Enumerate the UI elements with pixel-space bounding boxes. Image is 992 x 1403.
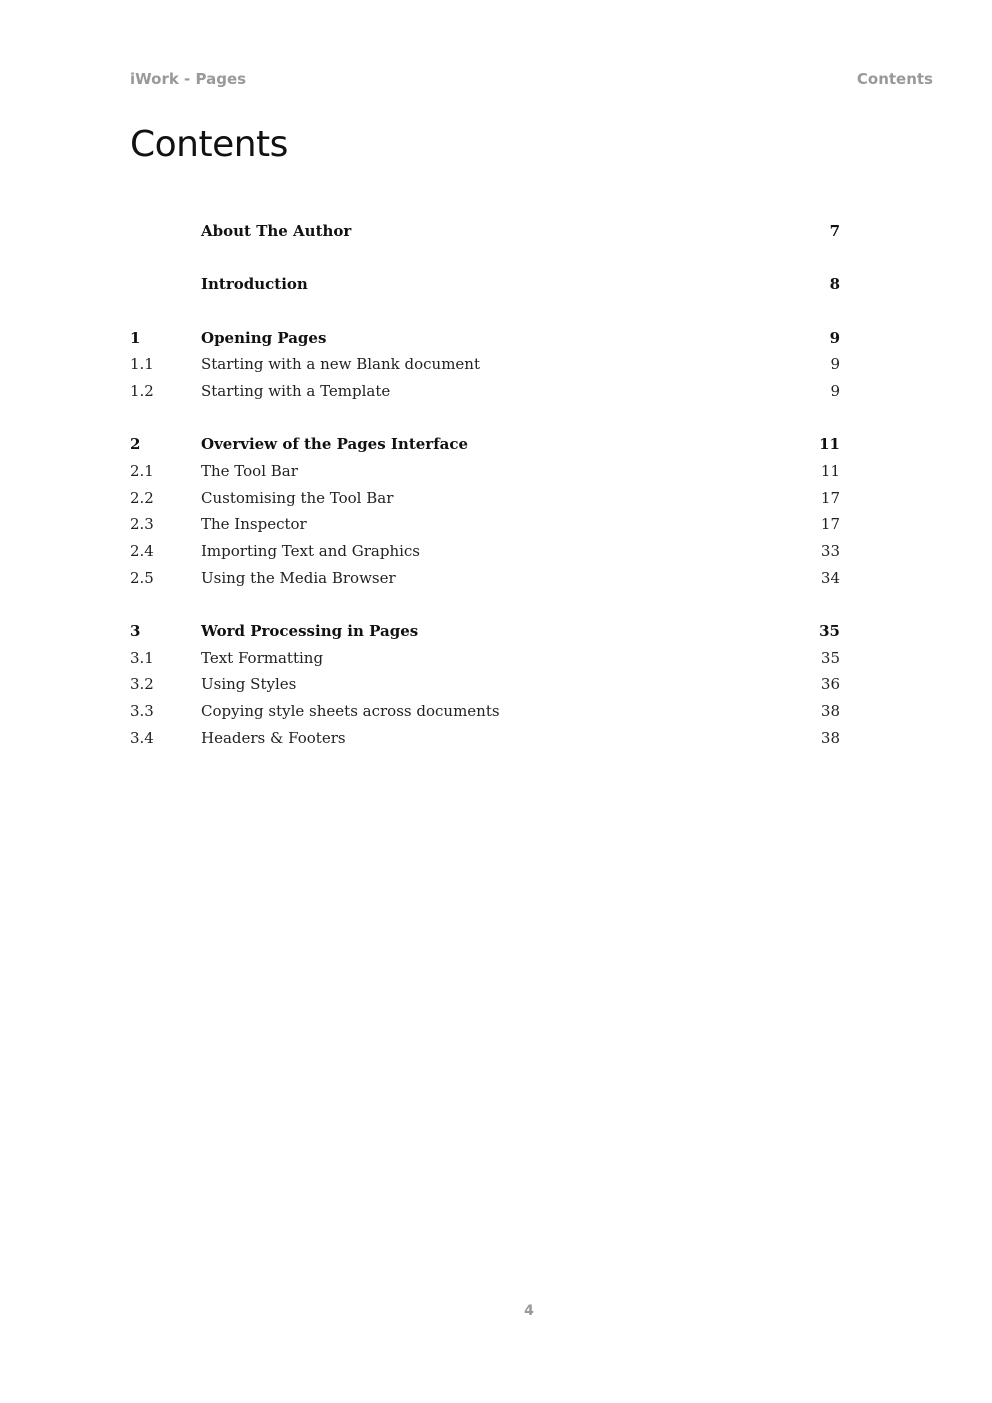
toc-chapter-row[interactable] — [130, 325, 840, 352]
running-header-right: Contents — [856, 70, 933, 88]
toc-entry-page: 34 — [820, 568, 840, 587]
toc-entry-page: 17 — [820, 515, 840, 534]
toc-entry-title: Importing Text and Graphics — [201, 541, 421, 560]
running-header-left: iWork - Pages — [130, 70, 247, 88]
toc-entry-title: Opening Pages — [201, 328, 327, 347]
page-title: Contents — [130, 124, 288, 165]
page-number: 4 — [524, 1303, 534, 1319]
toc-entry-page: 8 — [829, 275, 840, 294]
toc-entry-page: 38 — [820, 728, 840, 747]
toc-entry-title: Using the Media Browser — [201, 568, 396, 587]
toc-entry-title: Using Styles — [201, 675, 297, 694]
toc-entry-row[interactable] — [130, 458, 840, 485]
toc-entry-title: The Tool Bar — [201, 461, 298, 480]
toc-entry-row[interactable] — [130, 565, 840, 592]
toc-entry-title: Starting with a Template — [201, 381, 391, 400]
toc-entry-number: 3.3 — [130, 702, 154, 720]
toc-chapter-row[interactable] — [130, 618, 840, 645]
toc-section — [130, 431, 840, 591]
toc-chapter-row[interactable] — [130, 271, 840, 298]
toc-section — [130, 271, 840, 298]
toc-entry-title: Starting with a new Blank document — [201, 355, 480, 374]
toc-entry-row[interactable] — [130, 511, 840, 538]
toc-entry-title: Copying style sheets across documents — [201, 702, 500, 720]
toc-entry-title: Text Formatting — [201, 648, 324, 667]
toc-section-gap — [130, 591, 840, 618]
toc-entry-row[interactable] — [130, 485, 840, 512]
toc-section — [130, 325, 840, 405]
toc-entry-page: 38 — [820, 702, 840, 720]
toc-entry-number: 2.3 — [130, 515, 154, 534]
toc-entry-title: Customising the Tool Bar — [201, 488, 394, 507]
toc-entry-number: 2.1 — [130, 461, 154, 480]
toc-entry-title: Headers & Footers — [201, 728, 346, 747]
toc-entry-page: 7 — [829, 222, 840, 240]
toc-entry-number: 3.4 — [130, 728, 154, 747]
toc-entry-number: 2.2 — [130, 488, 154, 507]
toc-entry-row[interactable] — [130, 351, 840, 378]
toc-entry-title: Introduction — [201, 275, 308, 294]
toc-section — [130, 218, 840, 245]
toc-entry-page: 9 — [830, 355, 840, 374]
toc-entry-page: 9 — [829, 328, 840, 347]
toc-entry-row[interactable] — [130, 645, 840, 672]
toc-entry-title: About The Author — [201, 222, 352, 240]
toc-entry-row[interactable] — [130, 698, 840, 725]
toc-entry-number: 3.1 — [130, 648, 154, 667]
toc-chapter-row[interactable] — [130, 218, 840, 245]
toc-entry-title: The Inspector — [201, 515, 307, 534]
toc-entry-page: 11 — [819, 435, 840, 454]
toc-section — [130, 618, 840, 751]
toc-entry-row[interactable] — [130, 725, 840, 752]
toc-entry-number: 2.5 — [130, 568, 154, 587]
toc-entry-page: 11 — [820, 461, 840, 480]
toc-entry-row[interactable] — [130, 538, 840, 565]
toc-entry-page: 17 — [820, 488, 840, 507]
toc-entry-number: 1.2 — [130, 381, 154, 400]
toc-entry-row[interactable] — [130, 378, 840, 405]
toc-entry-page: 35 — [820, 648, 840, 667]
toc-entry-number: 1.1 — [130, 355, 154, 374]
table-of-contents — [130, 218, 840, 751]
toc-entry-row[interactable] — [130, 671, 840, 698]
toc-entry-number: 1 — [130, 328, 141, 347]
toc-chapter-row[interactable] — [130, 431, 840, 458]
toc-entry-page: 35 — [819, 621, 840, 640]
toc-entry-number: 3.2 — [130, 675, 154, 694]
toc-section-gap — [130, 405, 840, 432]
toc-entry-title: Overview of the Pages Interface — [201, 435, 469, 454]
toc-entry-number: 2 — [130, 435, 141, 454]
toc-entry-page: 36 — [820, 675, 840, 694]
toc-entry-page: 9 — [830, 381, 840, 400]
toc-entry-title: Word Processing in Pages — [201, 621, 419, 640]
toc-entry-number: 2.4 — [130, 541, 154, 560]
toc-section-gap — [130, 298, 840, 325]
toc-entry-page: 33 — [820, 541, 840, 560]
toc-section-gap — [130, 245, 840, 272]
toc-entry-number: 3 — [130, 621, 141, 640]
